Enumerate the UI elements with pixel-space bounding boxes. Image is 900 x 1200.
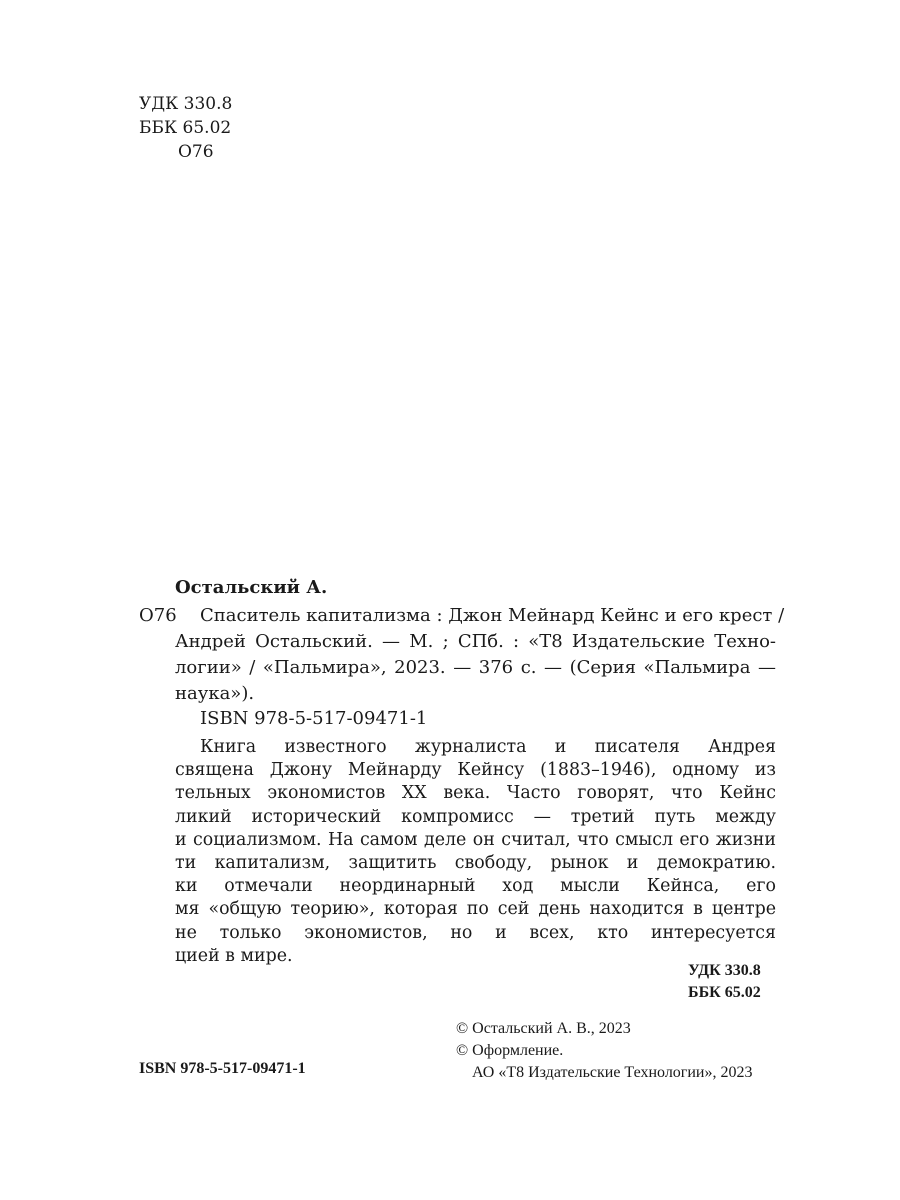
biblio-line: Спаситель капитализма : Джон Мейнард Кейнс и его крест / [200,605,785,626]
copyright-publisher: АО «Т8 Издательские Технологии», 2023 [472,1064,753,1081]
biblio-line: логии» / «Пальмира», 2023. — 376 с. — (Серия «Пальмира — [175,657,776,678]
annotation-line: и социализмом. На самом деле он считал, что смысл его жизни [175,829,776,850]
annotation-line: священа Джону Мейнарду Кейнсу (1883–1946), одному из [175,760,776,781]
classification-codes-bottom [688,960,761,1004]
biblio-line: наука»). [175,683,255,704]
classification-codes-top [139,92,232,164]
bbk-code: ББК 65.02 [139,118,232,138]
copyright-block [456,1018,753,1084]
annotation-line: Книга известного журналиста и писателя Андрея [200,737,776,757]
record-isbn: ISBN 978-5-517-09471-1 [200,708,428,729]
annotation-line: не только экономистов, но и всех, кто интересуется [175,922,776,943]
bibliographic-description [175,603,785,707]
udk-code: УДК 330.8 [139,94,233,114]
annotation-line: цией в мире. [175,945,293,966]
isbn-footer: ISBN 978-5-517-09471-1 [139,1060,306,1077]
copyright-design: © Оформление. [456,1042,564,1059]
biblio-line: Андрей Остальский. — М. ; СПб. : «Т8 Издательские Техно- [175,631,776,652]
annotation-line: ки отмечали неординарный ход мысли Кейнса, его [175,876,776,897]
author-sign: О76 [178,142,214,162]
record-author-sign: О76 [139,605,177,626]
bbk-code-bottom: ББК 65.02 [688,984,761,1001]
annotation-line: тельных экономистов XX века. Часто говорят, что Кейнс [175,783,776,804]
udk-code-bottom: УДК 330.8 [688,962,761,979]
annotation-line: ликий исторический компромисс — третий путь между [175,806,776,827]
annotation [175,736,776,968]
record-author: Остальский А. [175,577,328,598]
annotation-line: ти капитализм, защитить свободу, рынок и демократию. [175,852,776,873]
copyright-author: © Остальский А. В., 2023 [456,1020,631,1037]
annotation-line: мя «общую теорию», которая по сей день находится в центре [175,899,776,920]
